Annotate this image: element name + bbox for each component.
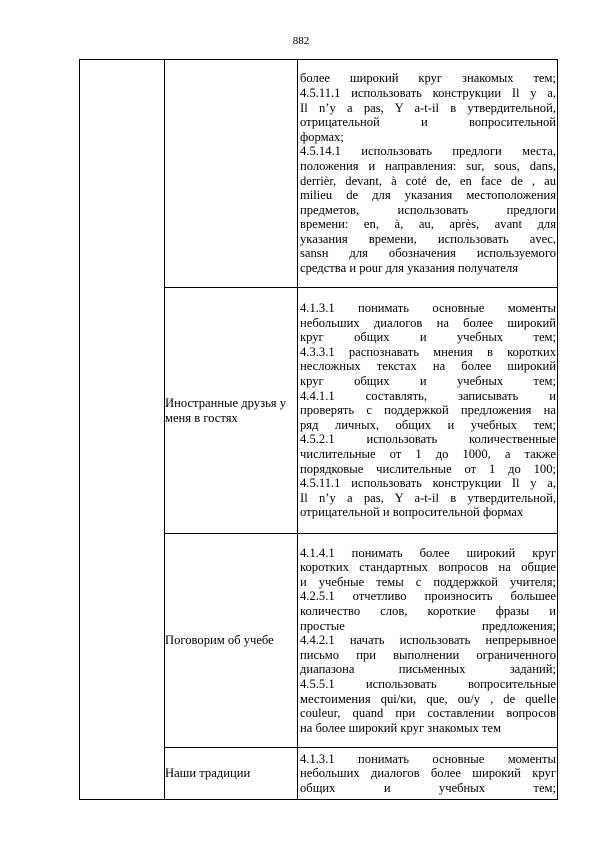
objective-line: количество слов, короткие фразы и bbox=[300, 604, 556, 619]
topic-cell: Наши традиции bbox=[165, 748, 298, 800]
objective-line: круг общих и учебных тем; bbox=[300, 374, 556, 389]
objective-line: 4.5.2.1 использовать количественные bbox=[300, 432, 556, 447]
objective-line: 4.5.14.1 использовать предлоги места, bbox=[300, 144, 556, 159]
topic-cell: Поговорим об учебе bbox=[165, 534, 298, 748]
curriculum-table bbox=[79, 59, 558, 800]
objective-line: местоимения qui/ки, que, ou/у , de quelle bbox=[300, 691, 556, 706]
objective-line: 4.5.5.1 использовать вопросительные bbox=[300, 676, 556, 691]
section-cell bbox=[80, 60, 165, 800]
objectives-cell bbox=[298, 288, 558, 534]
objective-line: Il n’y a pas, Y a-t-il в утвердительной, bbox=[300, 100, 556, 115]
objective-line: коротких стандартных вопросов на общие bbox=[300, 560, 556, 575]
objectives-cell bbox=[298, 534, 558, 748]
objective-line: ряд личных, общих и учебных тем; bbox=[300, 417, 556, 432]
objective-line: небольших диалогов более широкий круг bbox=[300, 766, 556, 781]
objective-line: более широкий круг знакомых тем; bbox=[300, 71, 556, 86]
objective-line: порядковые числительные от 1 до 100; bbox=[300, 461, 556, 476]
objective-line: на более широкий круг знакомых тем bbox=[300, 720, 502, 735]
objective-line: 4.5.11.1 использовать конструкции Il y a, bbox=[300, 85, 556, 100]
objective-line: отрицательной и вопросительной bbox=[300, 115, 556, 130]
topic-cell: Иностранные друзья у меня в гостях bbox=[165, 288, 298, 534]
objective-line: небольших диалогов на более широкий bbox=[300, 315, 556, 330]
page-number: 882 bbox=[292, 35, 310, 47]
objective-line: couleur, quand при составлении вопросов bbox=[300, 706, 556, 721]
objective-line: 4.2.5.1 отчетливо произносить большее bbox=[300, 589, 556, 604]
objective-line: 4.3.3.1 распознавать мнения в коротких bbox=[300, 344, 556, 359]
objective-line: диапазона письменных заданий; bbox=[300, 662, 556, 677]
objective-line: несложных текстах на более широкий bbox=[300, 359, 556, 374]
objective-line: 4.4.2.1 начать использовать непрерывное bbox=[300, 633, 556, 648]
objective-line: простые предложения; bbox=[300, 618, 556, 633]
objective-line: проверять с поддержкой предложения на bbox=[300, 403, 556, 418]
objective-line: формах; bbox=[300, 129, 344, 144]
objective-line: milieu de для указания местоположения bbox=[300, 188, 556, 203]
objective-line: 4.1.3.1 понимать основные моменты bbox=[300, 751, 556, 766]
objective-line: времени: en, à, au, après, avant для bbox=[300, 217, 556, 232]
objectives-cell bbox=[298, 60, 558, 288]
objective-line: отрицательной и вопросительной формах bbox=[300, 505, 524, 520]
objective-line: положения и направления: sur, sous, dans, bbox=[300, 158, 556, 173]
objective-line: письмо при выполнении ограниченного bbox=[300, 647, 556, 662]
objective-line: Il n’y a pas, Y a-t-il в утвердительной, bbox=[300, 490, 556, 505]
objective-line: sansн для обозначения используемого bbox=[300, 246, 556, 261]
objective-line: общих и учебных тем; bbox=[300, 780, 556, 795]
objectives-cell bbox=[298, 748, 558, 800]
objective-line: derrièr, devant, à coté de, en face de , au bbox=[300, 173, 556, 188]
objective-line: средства и pour для указания получателя bbox=[300, 261, 519, 276]
objective-line: 4.1.4.1 понимать более широкий круг bbox=[300, 545, 556, 560]
table-row bbox=[80, 60, 558, 288]
objective-line: и учебные темы с поддержкой учителя; bbox=[300, 574, 556, 589]
objective-line: предметов, использовать предлоги bbox=[300, 202, 556, 217]
topic-cell bbox=[165, 60, 298, 288]
objective-line: 4.1.3.1 понимать основные моменты bbox=[300, 301, 556, 316]
objective-line: 4.4.1.1 составлять, записывать и bbox=[300, 388, 556, 403]
objective-line: 4.5.11.1 использовать конструкции Il y a, bbox=[300, 476, 556, 491]
objective-line: указания времени, использовать avec, bbox=[300, 231, 556, 246]
objective-line: круг общих и учебных тем; bbox=[300, 330, 556, 345]
objective-line: числительные от 1 до 1000, а также bbox=[300, 446, 556, 461]
